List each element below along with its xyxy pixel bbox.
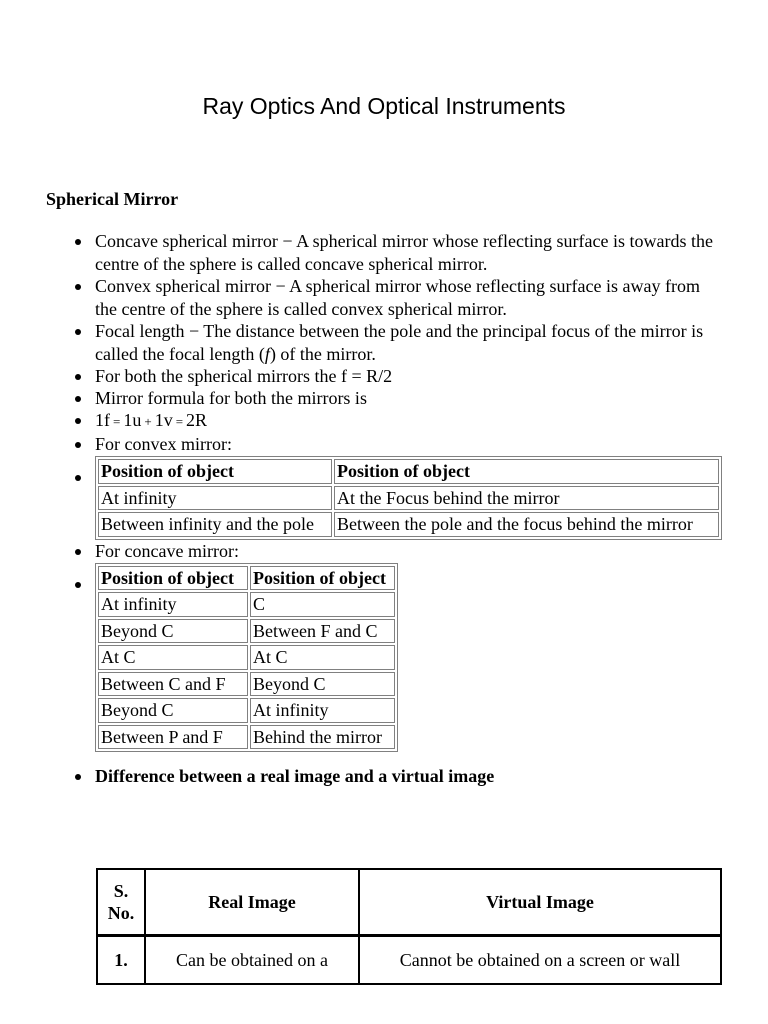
table-cell: Behind the mirror <box>250 725 395 750</box>
table-cell: At the Focus behind the mirror <box>334 486 719 511</box>
table-cell-virtual: Cannot be obtained on a screen or wall <box>359 936 721 985</box>
list-item-convex-intro: For convex mirror: <box>0 433 720 455</box>
table-cell: C <box>250 592 395 617</box>
table-cell: Beyond C <box>98 698 248 723</box>
formula-equals-2: = <box>175 414 184 429</box>
table-row <box>98 672 395 697</box>
table-header-row <box>98 566 395 591</box>
formula-term-v: 1v <box>154 410 173 430</box>
table-row <box>98 619 395 644</box>
table-cell: At C <box>250 645 395 670</box>
table-cell-sno: 1. <box>97 936 145 985</box>
table-row <box>97 936 721 985</box>
table-cell: At C <box>98 645 248 670</box>
list-item-difference-heading: Difference between a real image and a virtual image <box>0 765 720 787</box>
table-cell: Between P and F <box>98 725 248 750</box>
table-cell: Between the pole and the focus behind the mirror <box>334 512 719 537</box>
table-header-row <box>98 459 719 484</box>
focal-symbol: f <box>264 343 270 364</box>
table-header-cell: Position of object <box>98 566 248 591</box>
table-header-cell: Position of object <box>334 459 719 484</box>
list-item-concave-table <box>0 563 720 753</box>
focal-text-end: ) of the mirror. <box>269 343 376 364</box>
concave-mirror-table <box>95 563 398 753</box>
list-item-focal-length <box>0 320 720 365</box>
section-heading: Spherical Mirror <box>46 189 179 209</box>
table-cell: At infinity <box>98 592 248 617</box>
table-row <box>98 698 395 723</box>
table-header-cell: Position of object <box>250 566 395 591</box>
table-header-cell-real: Real Image <box>145 869 359 936</box>
list-item-mirror-formula-intro: Mirror formula for both the mirrors is <box>0 387 720 409</box>
table-header-row <box>97 869 721 936</box>
table-row <box>98 512 719 537</box>
real-vs-virtual-table <box>96 868 722 985</box>
formula-term-u: 1u <box>123 410 142 430</box>
table-cell: Beyond C <box>250 672 395 697</box>
focal-text-start: Focal length − The distance between the pole and the principal focus of the mirror is called the focal length ( <box>95 321 704 364</box>
table-header-cell: Position of object <box>98 459 332 484</box>
table-cell: Between C and F <box>98 672 248 697</box>
list-item-concave-definition: Concave spherical mirror − A spherical mirror whose reflecting surface is towards the centre of the sphere is called concave spherical mirror. <box>0 230 720 275</box>
table-cell: At infinity <box>250 698 395 723</box>
page-title: Ray Optics And Optical Instruments <box>202 93 566 119</box>
table-row <box>98 486 719 511</box>
list-item-convex-definition: Convex spherical mirror − A spherical mirror whose reflecting surface is away from the centre of the sphere is called convex spherical mirror. <box>0 275 720 320</box>
formula-plus: + <box>144 414 152 429</box>
bullet-list <box>0 230 768 787</box>
list-item-f-relation: For both the spherical mirrors the f = R/2 <box>0 365 720 387</box>
table-cell: At infinity <box>98 486 332 511</box>
table-cell: Between F and C <box>250 619 395 644</box>
table-cell-real: Can be obtained on a <box>145 936 359 985</box>
table-row <box>98 592 395 617</box>
table-header-cell-virtual: Virtual Image <box>359 869 721 936</box>
table-row <box>98 725 395 750</box>
list-item-concave-intro: For concave mirror: <box>0 540 720 562</box>
formula-rhs: 2R <box>186 410 208 430</box>
convex-mirror-table <box>95 456 722 540</box>
formula-equals: = <box>113 414 121 429</box>
formula-lhs: 1f <box>95 410 110 430</box>
table-header-cell-sno: S. No. <box>97 869 145 936</box>
content <box>0 230 768 787</box>
table-cell: Between infinity and the pole <box>98 512 332 537</box>
table-cell: Beyond C <box>98 619 248 644</box>
table-row <box>98 645 395 670</box>
list-item-convex-table <box>0 456 720 540</box>
list-item-mirror-formula <box>0 409 720 433</box>
